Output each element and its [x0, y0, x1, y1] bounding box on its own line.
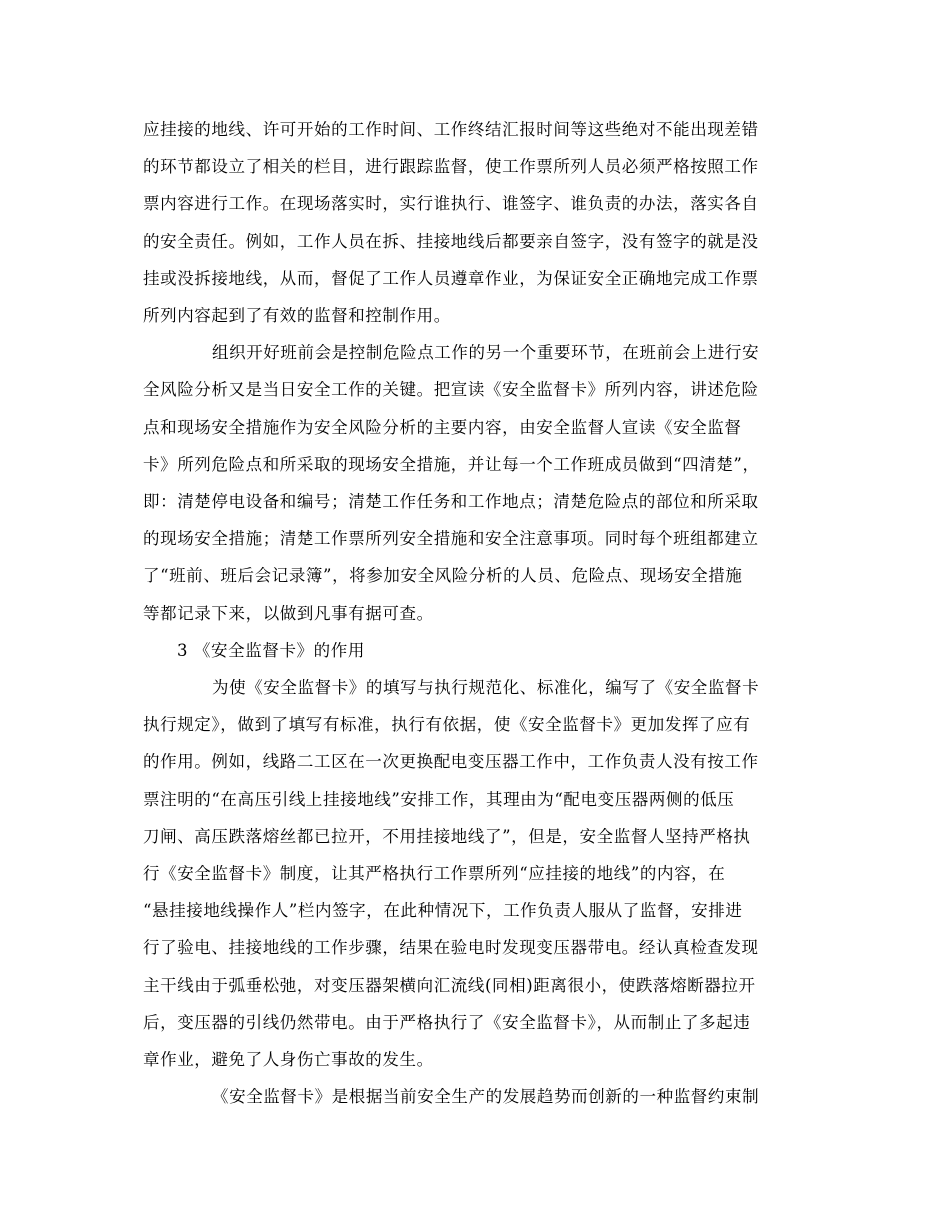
paragraph-first-line: 《安全监督卡》是根据当前安全生产的发展趋势而创新的一种监督约束制 — [212, 1087, 760, 1106]
text-line: 所列内容起到了有效的监督和控制作用。 — [143, 306, 451, 325]
text-line: 后，变压器的引线仍然带电。由于严格执行了《安全监督卡》，从而制止了多起违 — [143, 1013, 751, 1032]
text-line: 行了验电、挂接地线的工作步骤，结果在验电时发现变压器带电。经认真检查发现 — [143, 938, 759, 957]
text-line: 的作用。例如，线路二工区在一次更换配电变压器工作中，工作负责人没有按工作 — [143, 752, 759, 771]
text-line: 票内容进行工作。在现场落实时，实行谁执行、谁签字、谁负责的办法，落实各自 — [143, 194, 759, 213]
text-line: 了“班前、班后会记录簿”，将参加安全风险分析的人员、危险点、现场安全措施 — [143, 566, 743, 585]
text-line: 章作业，避免了人身伤亡事故的发生。 — [143, 1050, 434, 1069]
text-line: 行《安全监督卡》制度，让其严格执行工作票所列“应挂接的地线”的内容，在 — [143, 864, 726, 883]
text-line: 票注明的“在高压引线上挂接地线”安排工作，其理由为“配电变压器两侧的低压 — [143, 790, 735, 809]
text-line: 全风险分析又是当日安全工作的关键。把宣读《安全监督卡》所列内容，讲述危险 — [143, 380, 759, 399]
text-line: 的安全责任。例如，工作人员在拆、挂接地线后都要亲自签字，没有签字的就是没 — [143, 232, 759, 251]
text-line: 应挂接的地线、许可开始的工作时间、工作终结汇报时间等这些绝对不能出现差错 — [143, 120, 759, 139]
text-line: “悬挂接地线操作人”栏内签字，在此种情况下，工作负责人服从了监督，安排进 — [143, 901, 743, 920]
text-line: 刀闸、高压跌落熔丝都已拉开，不用挂接地线了”，但是，安全监督人坚持严格执 — [143, 827, 751, 846]
paragraph-first-line: 为使《安全监督卡》的填写与执行规范化、标准化，编写了《安全监督卡 — [212, 678, 760, 697]
text-line: 挂或没拆接地线，从而，督促了工作人员遵章作业，为保证安全正确地完成工作票 — [143, 269, 759, 288]
text-line: 主干线由于弧垂松弛，对变压器架横向汇流线(同相)距离很小，使跌落熔断器拉开 — [143, 976, 756, 995]
text-line: 等都记录下来，以做到凡事有据可查。 — [143, 604, 434, 623]
paragraph-first-line: 组织开好班前会是控制危险点工作的另一个重要环节，在班前会上进行安 — [212, 343, 760, 362]
text-line: 即：清楚停电设备和编号；清楚工作任务和工作地点；清楚危险点的部位和所采取 — [143, 492, 759, 511]
text-line: 点和现场安全措施作为安全风险分析的主要内容，由安全监督人宣读《安全监督 — [143, 418, 742, 437]
text-line: 卡》所列危险点和所采取的现场安全措施，并让每一个工作班成员做到“四清楚”， — [143, 455, 760, 474]
text-line: 的环节都设立了相关的栏目，进行跟踪监督，使工作票所列人员必须严格按照工作 — [143, 157, 759, 176]
text-line: 执行规定》，做到了填写有标准，执行有依据，使《安全监督卡》更加发挥了应有 — [143, 715, 751, 734]
text-line: 的现场安全措施；清楚工作票所列安全措施和安全注意事项。同时每个班组都建立 — [143, 529, 759, 548]
section-heading: 3 《安全监督卡》的作用 — [177, 641, 365, 660]
